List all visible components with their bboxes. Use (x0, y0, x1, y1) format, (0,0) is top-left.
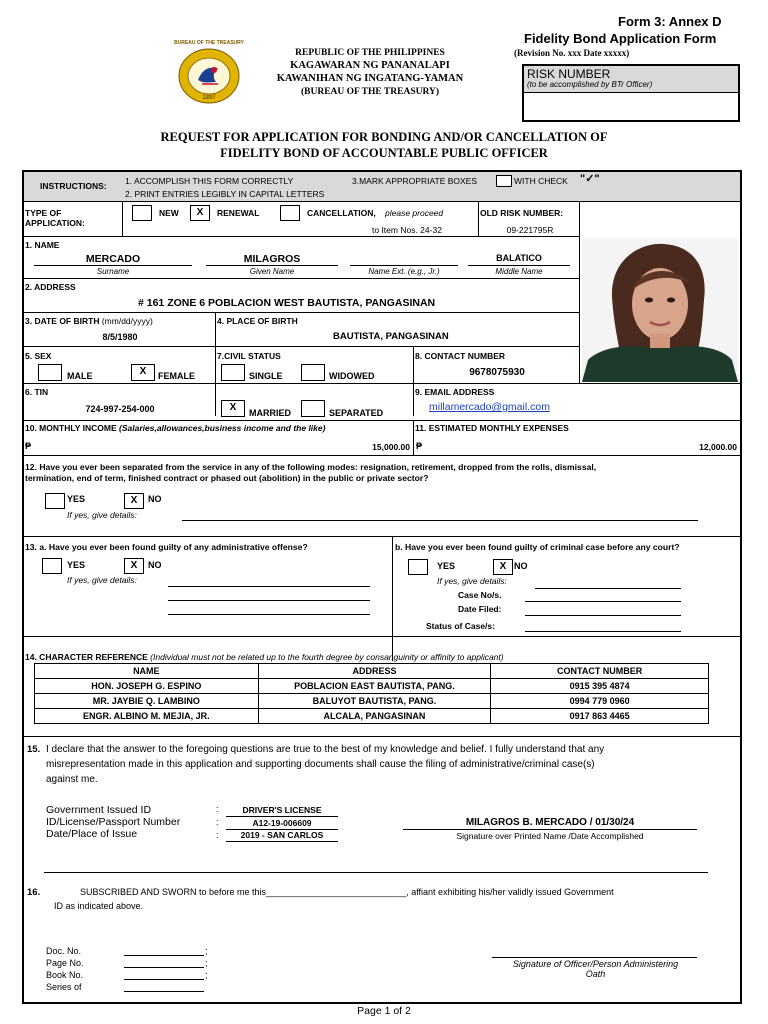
q15-text-3: against me. (46, 774, 98, 785)
female-label: FEMALE (158, 371, 195, 381)
civil-status-label: 7.CIVIL STATUS (217, 351, 281, 361)
colon-3: : (216, 830, 219, 840)
doc-no-label: Doc. No. (46, 946, 82, 956)
income-note: (Salaries,allowances,business income and the like) (119, 423, 326, 433)
semicolon-3: ; (205, 970, 208, 980)
gov-id-value[interactable]: DRIVER'S LICENSE (242, 805, 322, 815)
dob-label-text: 3. DATE OF BIRTH (25, 316, 100, 326)
q12-text-2: termination, end of term, finished contract or phased out (abolition) in the public or private sector? (25, 473, 429, 483)
cancellation-checkbox[interactable] (280, 205, 300, 221)
expenses-currency: ₱ (416, 441, 423, 451)
ref-contact[interactable]: 0915 395 4874 (491, 679, 709, 694)
sex-label: 5. SEX (25, 351, 52, 361)
q13b-yes-label: YES (437, 561, 456, 571)
email-label: 9. EMAIL ADDRESS (415, 387, 495, 397)
officer-caption-2: Oath (585, 969, 606, 979)
q12-no-checkbox[interactable]: X (124, 493, 144, 509)
q13b-filed-line[interactable] (525, 615, 681, 616)
dob-label (25, 316, 153, 326)
with-check-label: WITH CHECK (514, 176, 568, 186)
main-title-line1: REQUEST FOR APPLICATION FOR BONDING AND/OR CANCELLATION OF (160, 130, 608, 144)
cancellation-label: CANCELLATION, (307, 208, 376, 218)
ref-name[interactable]: HON. JOSEPH G. ESPINO (35, 679, 259, 694)
q13b-no-label: NO (514, 561, 528, 571)
address-label: 2. ADDRESS (25, 282, 76, 292)
ref-name[interactable]: ENGR. ALBINO M. MEJIA, JR. (35, 709, 259, 724)
ref-address[interactable]: POBLACION EAST BAUTISTA, PANG. (258, 679, 491, 694)
income-label-text: 10. MONTHLY INCOME (25, 423, 117, 433)
q13b-details-line[interactable] (535, 588, 681, 589)
ref-name[interactable]: MR. JAYBIE Q. LAMBINO (35, 694, 259, 709)
instructions-label: INSTRUCTIONS: (40, 181, 107, 191)
check-sample-box (496, 175, 512, 187)
q13a-details-label: If yes, give details: (67, 575, 137, 585)
q13a-text: 13. a. Have you ever been found guilty of any administrative offense? (25, 542, 308, 552)
q13a-no-checkbox[interactable]: X (124, 558, 144, 574)
officer-signature-line[interactable] (492, 957, 697, 958)
q13a-details-line-2[interactable] (168, 600, 370, 601)
agency-line4: (BUREAU OF THE TREASURY) (300, 87, 440, 97)
risk-number-value[interactable] (524, 93, 738, 121)
id-number-value[interactable]: A12-19-006609 (252, 818, 312, 828)
new-label: NEW (159, 208, 179, 218)
q15-text-2: misrepresentation made in this application and supporting documents shall cause the filing of administrative/criminal case(s) (46, 759, 595, 770)
instruction-2: 2. PRINT ENTRIES LEGIBLY IN CAPITAL LETTERS (125, 189, 325, 199)
separated-label: SEPARATED (329, 408, 384, 418)
officer-caption-1: Signature of Officer/Person Administering (512, 959, 679, 969)
applicant-photo (582, 238, 738, 382)
q13a-yes-checkbox[interactable] (42, 558, 62, 574)
new-checkbox[interactable] (132, 205, 152, 221)
female-checkbox[interactable]: X (131, 364, 155, 381)
q13b-no-checkbox[interactable]: X (493, 559, 513, 575)
seal-year: 1897 (202, 95, 216, 101)
name-label: 1. NAME (25, 240, 60, 250)
expenses-value[interactable]: 12,000.00 (699, 442, 737, 452)
risk-number-title: RISK NUMBER (527, 67, 611, 81)
dob-value[interactable]: 8/5/1980 (102, 332, 138, 342)
old-risk-value[interactable]: 09-221795R (506, 225, 554, 235)
renewal-label: RENEWAL (217, 208, 260, 218)
contact-value[interactable]: 9678075930 (469, 367, 525, 378)
q13b-status-line[interactable] (525, 631, 681, 632)
ref-header-name: NAME (35, 664, 259, 679)
semicolon-2: ; (205, 958, 208, 968)
ref-header-address: ADDRESS (258, 664, 491, 679)
table-row (35, 679, 709, 694)
ref-address[interactable]: ALCALA, PANGASINAN (258, 709, 491, 724)
income-currency: ₱ (25, 441, 32, 451)
q12-no-label: NO (148, 494, 162, 504)
instruction-1: 1. ACCOMPLISH THIS FORM CORRECTLY (125, 176, 294, 186)
surname-caption: Surname (96, 267, 130, 276)
given-name-value[interactable]: MILAGROS (243, 253, 301, 265)
character-reference-table (34, 663, 709, 724)
gov-id-label: Government Issued ID (46, 804, 152, 816)
doc-no-line[interactable] (124, 955, 204, 956)
pob-label: 4. PLACE OF BIRTH (217, 316, 298, 326)
q12-text-1: 12. Have you ever been separated from the service in any of the following modes: resignation, retirement, dropped from the rolls, dismissal, (25, 462, 597, 472)
q15-text-1: I declare that the answer to the foregoing questions are true to the best of my knowledge and belief. I fully understand that any (46, 744, 605, 755)
agency-line1: REPUBLIC OF THE PHILIPPINES (295, 48, 445, 58)
expenses-label: 11. ESTIMATED MONTHLY EXPENSES (415, 423, 569, 433)
page-number: Page 1 of 2 (357, 1005, 411, 1017)
q13b-filed-label: Date Filed: (458, 604, 502, 614)
q13a-details-line-1[interactable] (168, 586, 370, 587)
widowed-label: WIDOWED (329, 371, 375, 381)
old-risk-label: OLD RISK NUMBER: (480, 208, 564, 218)
q13b-text: b. Have you ever been found guilty of criminal case before any court? (395, 542, 680, 552)
revision-note: (Revision No. xxx Date xxxxx) (514, 48, 630, 58)
q13b-case-line[interactable] (525, 601, 681, 602)
surname-value[interactable]: MERCADO (85, 253, 141, 265)
table-row (35, 694, 709, 709)
middle-name-value[interactable]: BALATICO (496, 253, 542, 263)
colon-1: : (216, 804, 219, 814)
single-label: SINGLE (249, 371, 283, 381)
form-title: Fidelity Bond Application Form (524, 31, 717, 46)
married-label: MARRIED (249, 408, 291, 418)
pob-value[interactable]: BAUTISTA, PANGASINAN (333, 331, 449, 342)
email-value[interactable]: millamercado@gmail.com (429, 401, 550, 413)
tin-label: 6. TIN (25, 387, 49, 397)
ref-header-contact: CONTACT NUMBER (491, 664, 709, 679)
single-checkbox[interactable] (221, 364, 245, 381)
separated-checkbox[interactable] (301, 400, 325, 417)
contact-label: 8. CONTACT NUMBER (415, 351, 506, 361)
q13b-yes-checkbox[interactable] (408, 559, 428, 575)
income-value[interactable]: 15,000.00 (372, 442, 410, 452)
q16-text-2: ID as indicated above. (54, 901, 144, 911)
q12-details-label: If yes, give details: (67, 510, 137, 520)
q13b-details-label: If yes, give details: (437, 576, 507, 586)
check-icon: "✓" (580, 173, 600, 185)
form-number: Form 3: Annex D (618, 14, 722, 29)
id-number-label: ID/License/Passport Number (46, 816, 181, 828)
given-name-caption: Given Name (249, 267, 295, 276)
semicolon-1: ; (205, 946, 208, 956)
risk-number-note: (to be accomplished by BTr Officer) (527, 80, 653, 89)
page-no-line[interactable] (124, 967, 204, 968)
instruction-3: 3.MARK APPROPRIATE BOXES (352, 176, 478, 186)
issue-value[interactable]: 2019 - SAN CARLOS (240, 830, 324, 840)
book-no-label: Book No. (46, 970, 84, 980)
q13b-status-label: Status of Case/s: (426, 621, 495, 631)
issue-label: Date/Place of Issue (46, 828, 138, 840)
renewal-checkbox[interactable]: X (190, 205, 210, 221)
dob-format: (mm/dd/yyyy) (101, 316, 153, 326)
q12-yes-checkbox[interactable] (45, 493, 65, 509)
signature-caption: Signature over Printed Name /Date Accomplished (456, 831, 644, 841)
q16-number: 16. (27, 887, 41, 898)
series-label: Series of (46, 982, 82, 992)
q12-yes-label: YES (67, 494, 86, 504)
ref-contact[interactable]: 0917 863 4465 (491, 709, 709, 724)
q14-note: (Individual must not be related up to the fourth degree by consanguinity or affinity to applicant) (150, 652, 504, 662)
q12-details-line[interactable] (182, 520, 698, 521)
book-no-line[interactable] (124, 979, 204, 980)
name-ext-caption: Name Ext. (e.g., Jr.) (368, 267, 440, 276)
page-no-label: Page No. (46, 958, 84, 968)
colon-2: : (216, 817, 219, 827)
q16-text-1: SUBSCRIBED AND SWORN to before me this____________________________, affiant exhibiting his/her validly issued Government (80, 887, 614, 897)
ref-address[interactable]: BALUYOT BAUTISTA, PANG. (258, 694, 491, 709)
q13a-yes-label: YES (67, 560, 86, 570)
application-type-label: TYPE OF APPLICATION: (25, 208, 85, 228)
middle-name-caption: Middle Name (495, 267, 543, 276)
agency-line3: KAWANIHAN NG INGATANG-YAMAN (276, 73, 464, 84)
widowed-checkbox[interactable] (301, 364, 325, 381)
main-title-line2: FIDELITY BOND OF ACCOUNTABLE PUBLIC OFFICER (220, 146, 548, 160)
table-row (35, 709, 709, 724)
ref-contact[interactable]: 0994 779 0960 (491, 694, 709, 709)
risk-number-box (522, 64, 740, 122)
q14-label-text: 14. CHARACTER REFERENCE (25, 652, 148, 662)
male-checkbox[interactable] (38, 364, 62, 381)
q13a-no-label: NO (148, 560, 162, 570)
address-value[interactable]: # 161 ZONE 6 POBLACION WEST BAUTISTA, PANGASINAN (138, 297, 436, 309)
seal-lettering: BUREAU OF THE TREASURY (174, 40, 244, 46)
q15-number: 15. (27, 744, 41, 755)
series-line[interactable] (124, 991, 204, 992)
male-label: MALE (67, 371, 93, 381)
q13a-details-line-3[interactable] (168, 614, 370, 615)
cancellation-note-2: to Item Nos. 24-32 (372, 225, 442, 235)
q13b-case-label: Case No/s. (458, 590, 502, 600)
tin-value[interactable]: 724-997-254-000 (85, 404, 155, 414)
signature-value[interactable]: MILAGROS B. MERCADO / 01/30/24 (465, 817, 635, 828)
q14-label (25, 652, 504, 662)
married-checkbox[interactable]: X (221, 400, 245, 417)
cancellation-note: please proceed (385, 208, 444, 218)
agency-line2: KAGAWARAN NG PANANALAPI (290, 60, 450, 71)
income-label (25, 423, 325, 433)
